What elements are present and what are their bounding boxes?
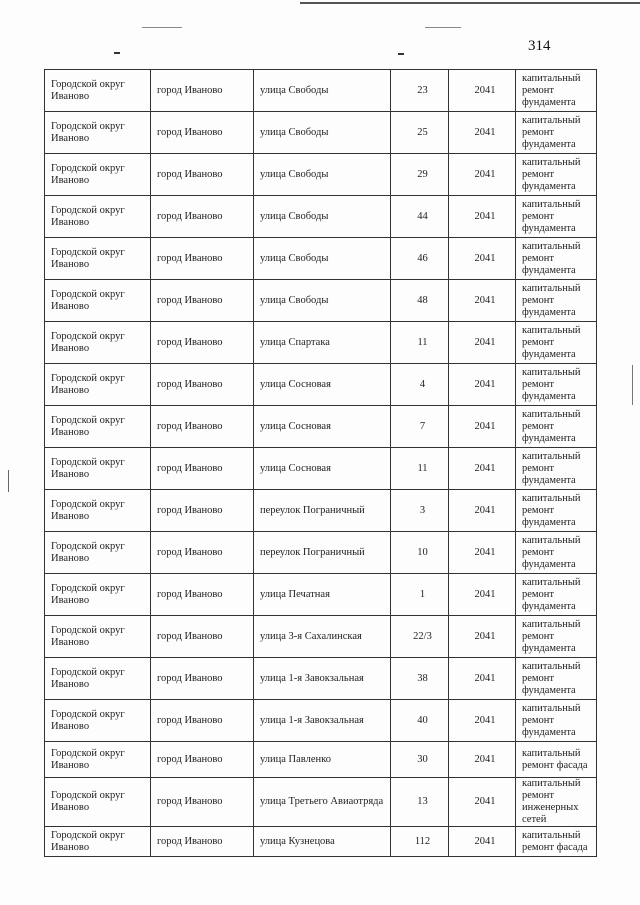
year-cell: 2041 (449, 406, 516, 448)
street-cell: улица Кузнецова (254, 827, 391, 857)
work-type-cell: капитальный ремонт фундамента (516, 70, 597, 112)
work-type-cell: капитальный ремонт фундамента (516, 280, 597, 322)
work-type-cell: капитальный ремонт фундамента (516, 364, 597, 406)
work-type-cell: капитальный ремонт фундамента (516, 322, 597, 364)
scan-line-top (300, 2, 640, 4)
table-row (45, 196, 597, 238)
table-row (45, 322, 597, 364)
year-cell: 2041 (449, 778, 516, 827)
scan-dash-2 (425, 27, 461, 28)
work-type-cell: капитальный ремонт фундамента (516, 112, 597, 154)
okrug-cell: Городской округ Иваново (45, 280, 151, 322)
okrug-cell: Городской округ Иваново (45, 532, 151, 574)
page-number: 314 (528, 38, 551, 54)
year-cell: 2041 (449, 658, 516, 700)
okrug-cell: Городской округ Иваново (45, 322, 151, 364)
city-cell: город Иваново (151, 322, 254, 364)
house-number-cell: 13 (391, 778, 449, 827)
street-cell: улица Свободы (254, 196, 391, 238)
table-row (45, 364, 597, 406)
work-type-cell: капитальный ремонт фасада (516, 827, 597, 857)
work-type-cell: капитальный ремонт фундамента (516, 490, 597, 532)
city-cell: город Иваново (151, 154, 254, 196)
scan-dash-1 (142, 27, 182, 28)
street-cell: улица Свободы (254, 112, 391, 154)
city-cell: город Иваново (151, 280, 254, 322)
year-cell: 2041 (449, 322, 516, 364)
city-cell: город Иваново (151, 700, 254, 742)
work-type-cell: капитальный ремонт фундамента (516, 616, 597, 658)
okrug-cell: Городской округ Иваново (45, 616, 151, 658)
house-number-cell: 30 (391, 742, 449, 778)
table-row (45, 490, 597, 532)
okrug-cell: Городской округ Иваново (45, 658, 151, 700)
city-cell: город Иваново (151, 112, 254, 154)
scan-dash-4 (398, 53, 404, 55)
work-type-cell: капитальный ремонт фундамента (516, 238, 597, 280)
scan-edge-right (632, 365, 633, 405)
house-number-cell: 40 (391, 700, 449, 742)
work-type-cell: капитальный ремонт фундамента (516, 658, 597, 700)
house-number-cell: 11 (391, 322, 449, 364)
scan-dash-3 (114, 52, 120, 54)
table-row (45, 700, 597, 742)
table-row (45, 154, 597, 196)
year-cell: 2041 (449, 112, 516, 154)
year-cell: 2041 (449, 532, 516, 574)
table-row (45, 70, 597, 112)
work-type-cell: капитальный ремонт фундамента (516, 406, 597, 448)
okrug-cell: Городской округ Иваново (45, 406, 151, 448)
house-number-cell: 11 (391, 448, 449, 490)
house-number-cell: 3 (391, 490, 449, 532)
year-cell: 2041 (449, 827, 516, 857)
city-cell: город Иваново (151, 406, 254, 448)
table-row (45, 112, 597, 154)
okrug-cell: Городской округ Иваново (45, 196, 151, 238)
city-cell: город Иваново (151, 490, 254, 532)
street-cell: улица Третьего Авиаотряда (254, 778, 391, 827)
street-cell: улица 3-я Сахалинская (254, 616, 391, 658)
street-cell: улица Печатная (254, 574, 391, 616)
work-type-cell: капитальный ремонт фундамента (516, 700, 597, 742)
table-row (45, 406, 597, 448)
house-number-cell: 1 (391, 574, 449, 616)
okrug-cell: Городской округ Иваново (45, 70, 151, 112)
street-cell: переулок Пограничный (254, 490, 391, 532)
work-type-cell: капитальный ремонт фундамента (516, 532, 597, 574)
city-cell: город Иваново (151, 532, 254, 574)
city-cell: город Иваново (151, 616, 254, 658)
year-cell: 2041 (449, 364, 516, 406)
street-cell: переулок Пограничный (254, 532, 391, 574)
house-number-cell: 48 (391, 280, 449, 322)
year-cell: 2041 (449, 448, 516, 490)
city-cell: город Иваново (151, 827, 254, 857)
table-row (45, 616, 597, 658)
city-cell: город Иваново (151, 742, 254, 778)
work-type-cell: капитальный ремонт фундамента (516, 448, 597, 490)
city-cell: город Иваново (151, 658, 254, 700)
house-number-cell: 112 (391, 827, 449, 857)
work-type-cell: капитальный ремонт фундамента (516, 196, 597, 238)
house-number-cell: 22/3 (391, 616, 449, 658)
okrug-cell: Городской округ Иваново (45, 742, 151, 778)
house-number-cell: 38 (391, 658, 449, 700)
house-number-cell: 7 (391, 406, 449, 448)
house-number-cell: 29 (391, 154, 449, 196)
work-type-cell: капитальный ремонт инженерных сетей (516, 778, 597, 827)
house-number-cell: 46 (391, 238, 449, 280)
street-cell: улица 1-я Завокзальная (254, 700, 391, 742)
city-cell: город Иваново (151, 196, 254, 238)
year-cell: 2041 (449, 238, 516, 280)
year-cell: 2041 (449, 154, 516, 196)
okrug-cell: Городской округ Иваново (45, 154, 151, 196)
house-number-cell: 25 (391, 112, 449, 154)
city-cell: город Иваново (151, 238, 254, 280)
okrug-cell: Городской округ Иваново (45, 238, 151, 280)
house-number-cell: 23 (391, 70, 449, 112)
table-row (45, 778, 597, 827)
year-cell: 2041 (449, 742, 516, 778)
table-row (45, 574, 597, 616)
year-cell: 2041 (449, 616, 516, 658)
city-cell: город Иваново (151, 574, 254, 616)
year-cell: 2041 (449, 70, 516, 112)
table-row (45, 448, 597, 490)
okrug-cell: Городской округ Иваново (45, 574, 151, 616)
year-cell: 2041 (449, 700, 516, 742)
table-row (45, 658, 597, 700)
okrug-cell: Городской округ Иваново (45, 364, 151, 406)
street-cell: улица Свободы (254, 280, 391, 322)
scan-edge-left (8, 470, 9, 492)
city-cell: город Иваново (151, 364, 254, 406)
work-type-cell: капитальный ремонт фундамента (516, 574, 597, 616)
address-table (44, 69, 597, 857)
street-cell: улица Спартака (254, 322, 391, 364)
street-cell: улица Свободы (254, 238, 391, 280)
year-cell: 2041 (449, 574, 516, 616)
year-cell: 2041 (449, 196, 516, 238)
street-cell: улица Сосновая (254, 448, 391, 490)
street-cell: улица Сосновая (254, 406, 391, 448)
okrug-cell: Городской округ Иваново (45, 448, 151, 490)
work-type-cell: капитальный ремонт фасада (516, 742, 597, 778)
street-cell: улица Свободы (254, 154, 391, 196)
street-cell: улица 1-я Завокзальная (254, 658, 391, 700)
house-number-cell: 44 (391, 196, 449, 238)
table-row (45, 280, 597, 322)
street-cell: улица Свободы (254, 70, 391, 112)
table-row (45, 532, 597, 574)
okrug-cell: Городской округ Иваново (45, 700, 151, 742)
house-number-cell: 4 (391, 364, 449, 406)
year-cell: 2041 (449, 490, 516, 532)
city-cell: город Иваново (151, 448, 254, 490)
table-row (45, 827, 597, 857)
okrug-cell: Городской округ Иваново (45, 490, 151, 532)
year-cell: 2041 (449, 280, 516, 322)
okrug-cell: Городской округ Иваново (45, 827, 151, 857)
house-number-cell: 10 (391, 532, 449, 574)
city-cell: город Иваново (151, 778, 254, 827)
table-row (45, 742, 597, 778)
street-cell: улица Сосновая (254, 364, 391, 406)
table-row (45, 238, 597, 280)
okrug-cell: Городской округ Иваново (45, 778, 151, 827)
street-cell: улица Павленко (254, 742, 391, 778)
city-cell: город Иваново (151, 70, 254, 112)
okrug-cell: Городской округ Иваново (45, 112, 151, 154)
work-type-cell: капитальный ремонт фундамента (516, 154, 597, 196)
